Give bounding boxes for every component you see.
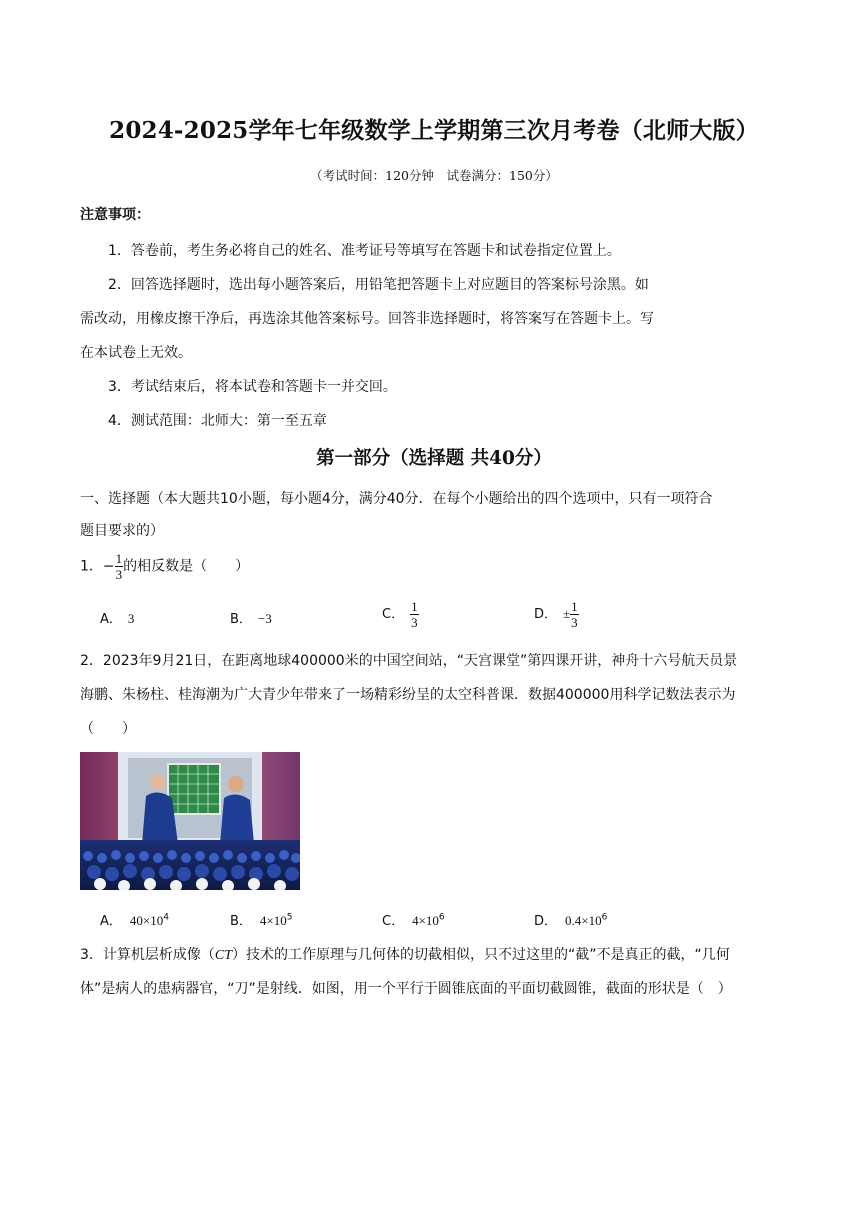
q2-option-a-exp: 4 bbox=[163, 912, 169, 923]
q2-option-b-base: 4×10 bbox=[259, 913, 287, 928]
q1-option-d bbox=[534, 600, 579, 629]
q1-option-c-label: C． bbox=[382, 607, 405, 622]
classroom-photo bbox=[80, 752, 300, 890]
q2-option-c-base: 4×10 bbox=[412, 913, 439, 928]
notice-item-1: 1．答卷前，考生务必将自己的姓名、准考证号等填写在答题卡和试卷指定位置上。 bbox=[108, 243, 621, 259]
q1-option-c-num: 1 bbox=[411, 599, 418, 614]
notice-heading: 注意事项： bbox=[80, 207, 150, 223]
q3-ct: CT bbox=[214, 948, 233, 963]
q2-option-b-label: B． bbox=[230, 914, 252, 929]
question-3-line-1 bbox=[80, 944, 730, 964]
q1-option-d-label: D． bbox=[534, 607, 558, 622]
q2-option-c bbox=[382, 910, 445, 929]
q2-option-d-label: D． bbox=[534, 914, 558, 929]
notice-item-4: 4．测试范围：北师大：第一至五章 bbox=[108, 413, 327, 429]
q1-frac-num: 1 bbox=[115, 551, 123, 566]
q2-option-a bbox=[100, 910, 169, 929]
q2-option-b bbox=[230, 910, 293, 929]
notice-item-3: 3．考试结束后，将本试卷和答题卡一并交回。 bbox=[108, 379, 397, 395]
q1-option-a-value: 3 bbox=[127, 611, 135, 626]
question-2-line-1: 2．2023年9月21日，在距离地球400000米的中国空间站，“天宫课堂”第四课开讲，神舟十六号航天员景 bbox=[80, 653, 738, 669]
q2-option-a-label: A． bbox=[100, 914, 122, 929]
q1-option-a bbox=[100, 608, 134, 627]
q1-option-c-fraction bbox=[410, 600, 419, 629]
q2-option-b-exp: 5 bbox=[286, 912, 293, 923]
q1-frac-den: 3 bbox=[115, 567, 123, 582]
q2-option-c-exp: 6 bbox=[438, 912, 445, 923]
notice-item-2-end: 在本试卷上无效。 bbox=[80, 345, 192, 361]
q1-number: 1． bbox=[80, 558, 103, 575]
part1-instruction-cont: 题目要求的） bbox=[80, 523, 164, 539]
q1-option-d-den: 3 bbox=[571, 615, 578, 630]
q1-minus: − bbox=[102, 558, 115, 575]
q2-option-a-base: 40×10 bbox=[129, 913, 164, 928]
q1-option-a-label: A． bbox=[100, 612, 122, 627]
q3-text-b: ）技术的工作原理与几何体的切截相似，只不过这里的“截”不是真正的截，“几何 bbox=[232, 947, 730, 963]
q1-fraction bbox=[115, 552, 124, 581]
q1-option-d-num: 1 bbox=[571, 599, 578, 614]
q1-option-d-prefix: ± bbox=[563, 606, 571, 621]
q2-option-d-base: 0.4×10 bbox=[565, 913, 602, 928]
question-2-line-3: （ ） bbox=[80, 721, 136, 737]
q1-option-d-fraction bbox=[570, 600, 579, 629]
q1-option-b-value: −3 bbox=[257, 611, 272, 626]
q1-option-c bbox=[382, 600, 419, 629]
q2-option-d-exp: 6 bbox=[601, 912, 608, 923]
exam-subtitle: （考试时间：120分钟 试卷满分：150分） bbox=[310, 168, 558, 183]
q2-option-d bbox=[534, 910, 607, 929]
part1-heading: 第一部分（选择题 共40分） bbox=[316, 448, 552, 469]
q1-stem: 的相反数是（ ） bbox=[123, 558, 250, 575]
q3-text-a: 3．计算机层析成像（ bbox=[80, 947, 215, 963]
question-3-line-2: 体”是病人的患病器官，“刀”是射线．如图，用一个平行于圆锥底面的平面切截圆锥，截面的形状是（ ） bbox=[80, 981, 732, 997]
notice-item-2-cont: 需改动，用橡皮擦干净后，再选涂其他答案标号。回答非选择题时，将答案写在答题卡上。写 bbox=[80, 311, 654, 327]
exam-title: 2024-2025学年七年级数学上学期第三次月考卷（北师大版） bbox=[109, 117, 759, 144]
q1-option-b bbox=[230, 608, 272, 627]
question-2-line-2: 海鹏、朱杨柱、桂海潮为广大青少年带来了一场精彩纷呈的太空科普课．数据400000用科学记数法表示为 bbox=[80, 687, 736, 703]
part1-instruction: 一、选择题（本大题共10小题，每小题4分，满分40分．在每个小题给出的四个选项中，只有一项符合 bbox=[80, 491, 713, 507]
question-1 bbox=[80, 552, 249, 581]
q2-option-c-label: C． bbox=[382, 914, 405, 929]
q1-option-c-den: 3 bbox=[411, 615, 418, 630]
q1-option-b-label: B． bbox=[230, 612, 252, 627]
classroom-photo-graphic bbox=[80, 752, 300, 890]
notice-item-2: 2．回答选择题时，选出每小题答案后，用铅笔把答题卡上对应题目的答案标号涂黑。如 bbox=[108, 277, 649, 293]
